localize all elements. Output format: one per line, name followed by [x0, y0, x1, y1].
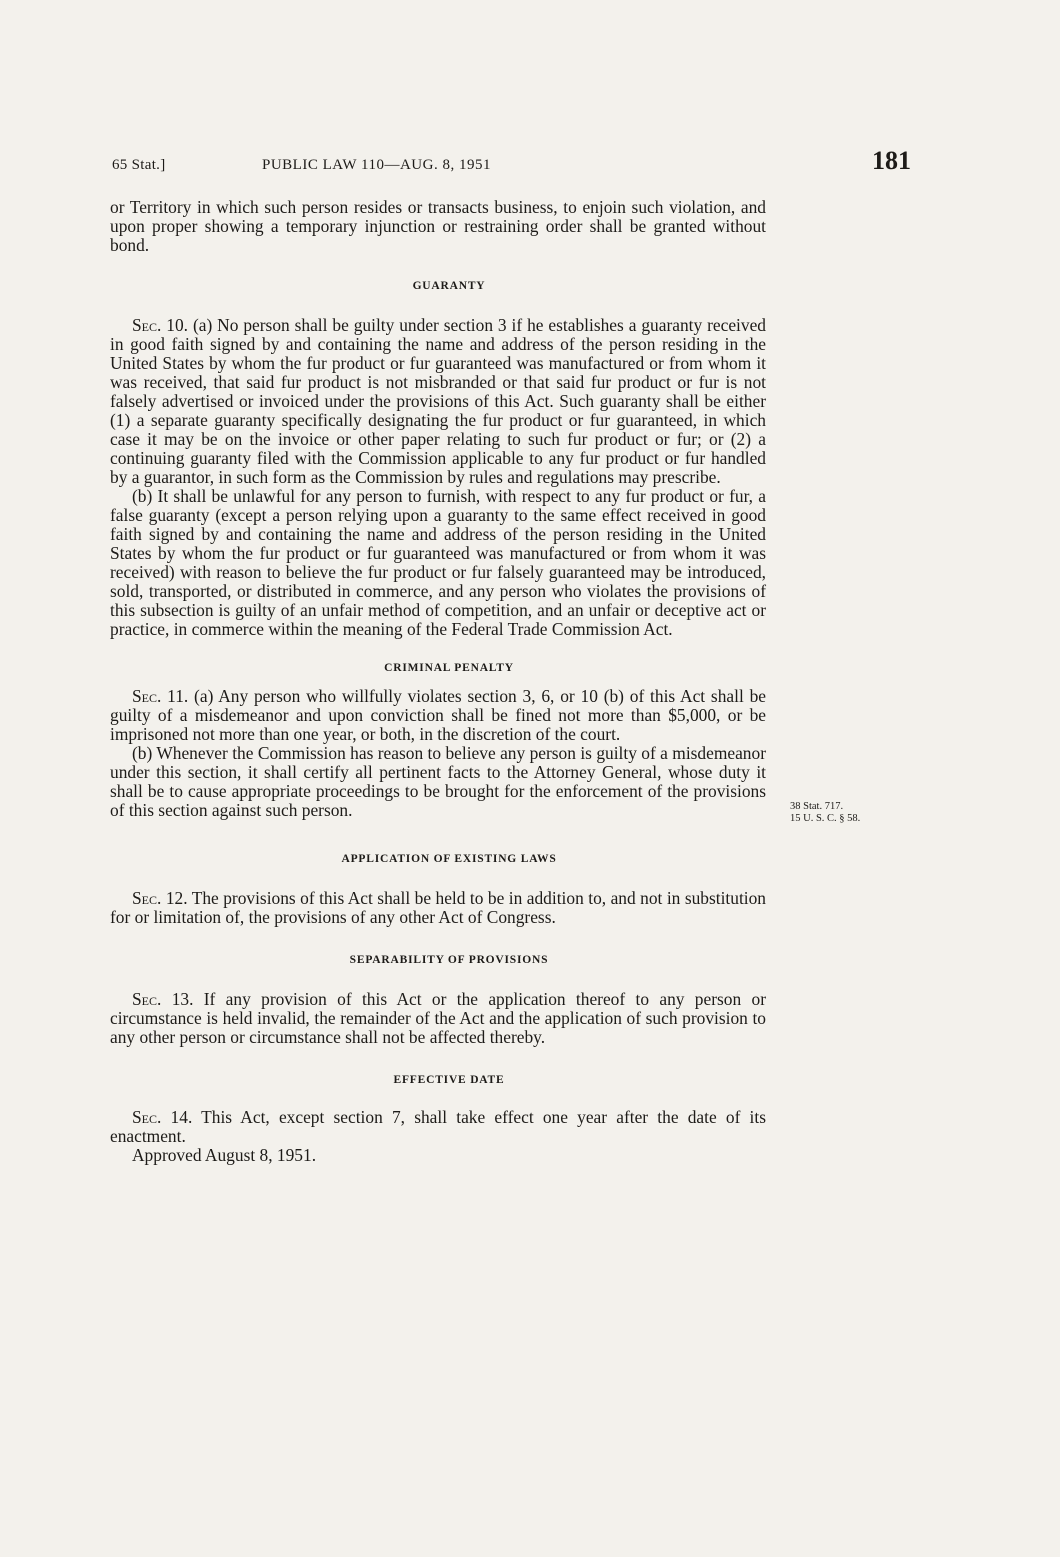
volume-reference: 65 Stat.] — [112, 157, 166, 173]
section-label: Sec. — [132, 888, 162, 908]
section-10-b: (b) It shall be unlawful for any person to furnish, with respect to any fur product or fur, a false guaranty (except a person relying upon a guaranty to the same effect received in good faith signed by and containing the name and address of the person residing in the United States by whom the fur product or fur guaranteed was manufactured or from whom it was received) with reason to believe the fur product or fur falsely guaranteed may be introduced, sold, transported, or distributed in commerce, and any person who violates the provisions of this subsection is guilty of an unfair method of competition, and an unfair or deceptive act or practice, in commerce within the meaning of the Federal Trade Commission Act. — [110, 486, 766, 639]
body-text — [110, 198, 766, 1165]
running-head-title: PUBLIC LAW 110—AUG. 8, 1951 — [262, 157, 491, 173]
heading-separability-of-provisions: SEPARABILITY OF PROVISIONS — [349, 954, 549, 966]
margin-citation — [790, 801, 910, 825]
section-12 — [110, 889, 766, 927]
section-text: 10. (a) No person shall be guilty under section 3 if he establishes a guaranty received in good faith signed by and containing the name and address of the person residing in the United States by whom the fur product or fur guaranteed was manufactured or from whom it was received, that said fur product is not misbranded or that said fur product or fur is not falsely advertised or invoiced under the provisions of this Act. Such guaranty shall be either (1) a separate guaranty specifically designating the fur product or fur guaranteed, in which case it may be on the invoice or other paper relating to such fur product or fur; or (2) a continuing guaranty filed with the Commission applicable to any fur product or fur handled by a guarantor, in such form as the Commission by rules and regulations may prescribe. — [110, 315, 766, 487]
section-label: Sec. — [132, 315, 162, 335]
section-13 — [110, 990, 766, 1047]
section-text: 12. The provisions of this Act shall be held to be in addition to, and not in substitution for or limitation of, the provisions of any other Act of Congress. — [110, 888, 766, 927]
section-label: Sec. — [132, 686, 162, 706]
section-14 — [110, 1108, 766, 1146]
heading-effective-date: EFFECTIVE DATE — [393, 1074, 505, 1086]
section-label: Sec. — [132, 989, 162, 1009]
section-label: Sec. — [132, 1107, 162, 1127]
margin-citation-usc: 15 U. S. C. § 58. — [790, 813, 861, 824]
section-text: 11. (a) Any person who willfully violates section 3, 6, or 10 (b) of this Act shall be guilty of a misdemeanor and upon conviction shall be fined not more than $5,000, or be imprisoned not more than one year, or both, in the discretion of the court. — [110, 686, 766, 744]
section-text: 13. If any provision of this Act or the application thereof to any person or circumstance is held invalid, the remainder of the Act and the application of such provision to any other person or circumstance shall not be affected thereby. — [110, 989, 766, 1047]
section-11-a — [110, 687, 766, 744]
approval-date: Approved August 8, 1951. — [132, 1145, 317, 1165]
heading-application-of-existing-laws: APPLICATION OF EXISTING LAWS — [341, 853, 557, 865]
section-10-a — [110, 316, 766, 487]
heading-criminal-penalty: CRIMINAL PENALTY — [384, 662, 514, 674]
section-text: 14. This Act, except section 7, shall take effect one year after the date of its enactment. — [110, 1107, 766, 1146]
section-11-b: (b) Whenever the Commission has reason to believe any person is guilty of a misdemeanor under this section, it shall certify all pertinent facts to the Attorney General, whose duty it shall be to cause appropriate proceedings to be brought for the enforcement of the provisions of this section against such person. — [110, 743, 766, 820]
paragraph-continuation: or Territory in which such person resides or transacts business, to enjoin such violation, and upon proper showing a temporary injunction or restraining order shall be granted without bond. — [110, 197, 766, 255]
page-number: 181 — [872, 146, 911, 175]
margin-citation-stat: 38 Stat. 717. — [790, 801, 844, 812]
heading-guaranty: GUARANTY — [412, 280, 486, 292]
